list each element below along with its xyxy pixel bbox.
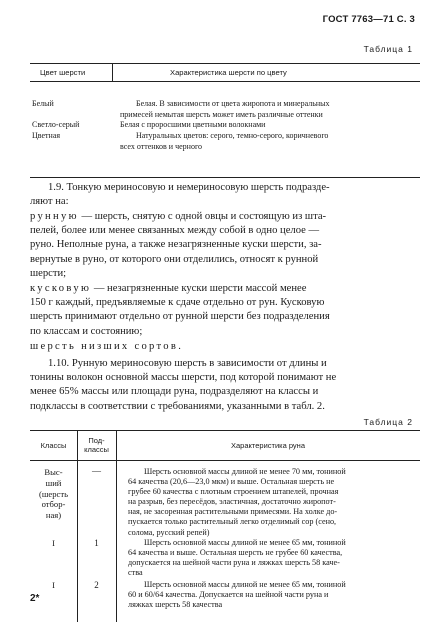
table2-cell-desc: [128, 580, 418, 610]
desc-line: ная, не засоренная растительными примесями. На холке до-: [128, 507, 338, 517]
table1-header-desc: Характеристика шерсти по цвету: [170, 68, 287, 77]
table1-cell-desc: [120, 131, 420, 152]
text-line: тонины волокон основной массы шерсти, под которой понимают не: [30, 372, 337, 384]
desc-line: Шерсть основной массы длиной не менее 70 мм, тониной: [144, 467, 346, 476]
text-line: ляют на:: [30, 196, 69, 208]
desc-line: пускается только растительный легко отделимый сор (сено,: [128, 517, 337, 527]
paragraph-fleece-wool: [30, 210, 422, 281]
table1-desc-line: всех оттенков и черного: [120, 141, 203, 151]
table1: [30, 63, 420, 167]
table1-cell-desc: [120, 120, 420, 131]
table2-header-subclasses: [77, 436, 116, 454]
desc-line: грубее 60 качества с плотным строением штапелей, прочная: [128, 487, 339, 497]
table2-cell-class: I: [52, 538, 55, 548]
table2-header-classes: Классы: [40, 441, 67, 450]
text-line: по классам и состоянию;: [30, 325, 143, 337]
text-line: руно. Неполные руна, а также незагрязненные куски шерсти, за-: [30, 239, 322, 251]
class-line: (шерсть: [38, 488, 69, 499]
desc-line: Шерсть основной массы длиной не менее 65 мм, тониной: [144, 538, 346, 547]
text-line: 150 г каждый, предъявляемые к сдаче отдельно от рун. Кусковую: [30, 297, 325, 309]
table1-cell-color: Цветная: [32, 131, 61, 140]
desc-line: Шерсть основной массы длиной не менее 65 мм, тониной: [144, 580, 346, 589]
paragraph-1-10: [30, 357, 422, 414]
text-line: пелей, более или менее связанных между собой в одно целое —: [30, 225, 320, 237]
table2-cell-class: I: [52, 580, 55, 590]
term-piece: кусковую: [30, 283, 92, 294]
text-line: шерсть принимают отдельно от рунной шерсти без подразделения: [30, 311, 330, 323]
text-line: 1.9. Тонкую мериносовую и немериносовую шерсть подразде-: [48, 182, 330, 193]
class-line: ная): [45, 510, 62, 521]
desc-line: 64 качества (20,6—23,0 мкм) и выше. Остальная шерсть не: [128, 477, 335, 487]
header-line: классы: [84, 445, 109, 454]
table1-cell-color: Белый: [32, 99, 54, 108]
text-line: подклассы в соответствии с требованиями, указанными в табл. 2.: [30, 400, 325, 412]
table1-bottom-rule: [30, 177, 420, 178]
term-fleece: рунную: [30, 211, 79, 222]
text-line: — шерсть, снятую с одной овцы и состоящую из шта-: [81, 211, 327, 222]
desc-line: ства: [128, 568, 143, 578]
page-number: 2*: [30, 593, 40, 604]
table1-caption: Таблица 1: [363, 44, 413, 54]
class-line: отбор-: [41, 499, 66, 510]
desc-line: 64 качества и выше. Остальная шерсть не грубее 60 качества,: [128, 548, 343, 558]
paragraph-low-grade: [30, 340, 422, 354]
text-line: — незагрязненные куски шерсти массой менее: [93, 283, 307, 294]
table1-desc-line: Натуральных цветов: серого, темно-серого, коричневого: [136, 131, 329, 140]
table2-cell-class: [30, 467, 77, 521]
text-line: вернутые в руно, от которого они отделились, относят к рунной: [30, 253, 319, 265]
table1-desc-line: Белая с проросшими цветными волокнами: [120, 120, 266, 129]
table2-cell-subclass: 1: [94, 538, 99, 548]
table1-header-color: Цвет шерсти: [40, 68, 86, 77]
desc-line: 60 и 60/64 качества. Допускается на шейной части руна и: [128, 590, 329, 600]
header-line: Под-: [88, 436, 105, 445]
text-line: менее 65% массы или площади руна, подразделяют на классы и: [30, 386, 319, 398]
table1-cell-desc: [120, 99, 420, 120]
desc-line: солома, русский репей): [128, 527, 210, 537]
table2-cell-desc: [128, 467, 418, 538]
table2-cell-subclass: —: [92, 466, 101, 476]
table1-cell-color: Светло-серый: [32, 120, 80, 129]
class-line: ший: [45, 477, 62, 488]
table1-header-row: [30, 63, 420, 82]
table2-header-desc: Характеристика руна: [231, 441, 305, 450]
text-line: шерсть низших сортов.: [30, 341, 184, 352]
class-line: Выс-: [44, 467, 63, 477]
desc-line: на разрыв, без пересёдов, эластичная, достаточно жиропот-: [128, 497, 336, 507]
paragraph-1-9: [30, 181, 422, 209]
table2-cell-subclass: 2: [94, 580, 99, 590]
desc-line: ляжках шерсть 58 качества: [128, 600, 223, 610]
table2-caption: Таблица 2: [363, 417, 413, 427]
table1-desc-line: Белая. В зависимости от цвета жиропота и минеральных: [136, 99, 330, 108]
paragraph-piece-wool: [30, 282, 422, 339]
table2-cell-desc: [128, 538, 418, 578]
table1-desc-line: примесей немытая шерсть может иметь различные оттенки: [120, 109, 323, 119]
text-line: шерсти;: [30, 267, 67, 279]
page-header: ГОСТ 7763—71 С. 3: [322, 14, 415, 25]
desc-line: допускается на шейной части руна и ляжках шерсть 58 каче-: [128, 558, 340, 568]
text-line: 1.10. Рунную мериносовую шерсть в зависимости от длины и: [48, 358, 327, 369]
table1-body: [30, 99, 420, 167]
